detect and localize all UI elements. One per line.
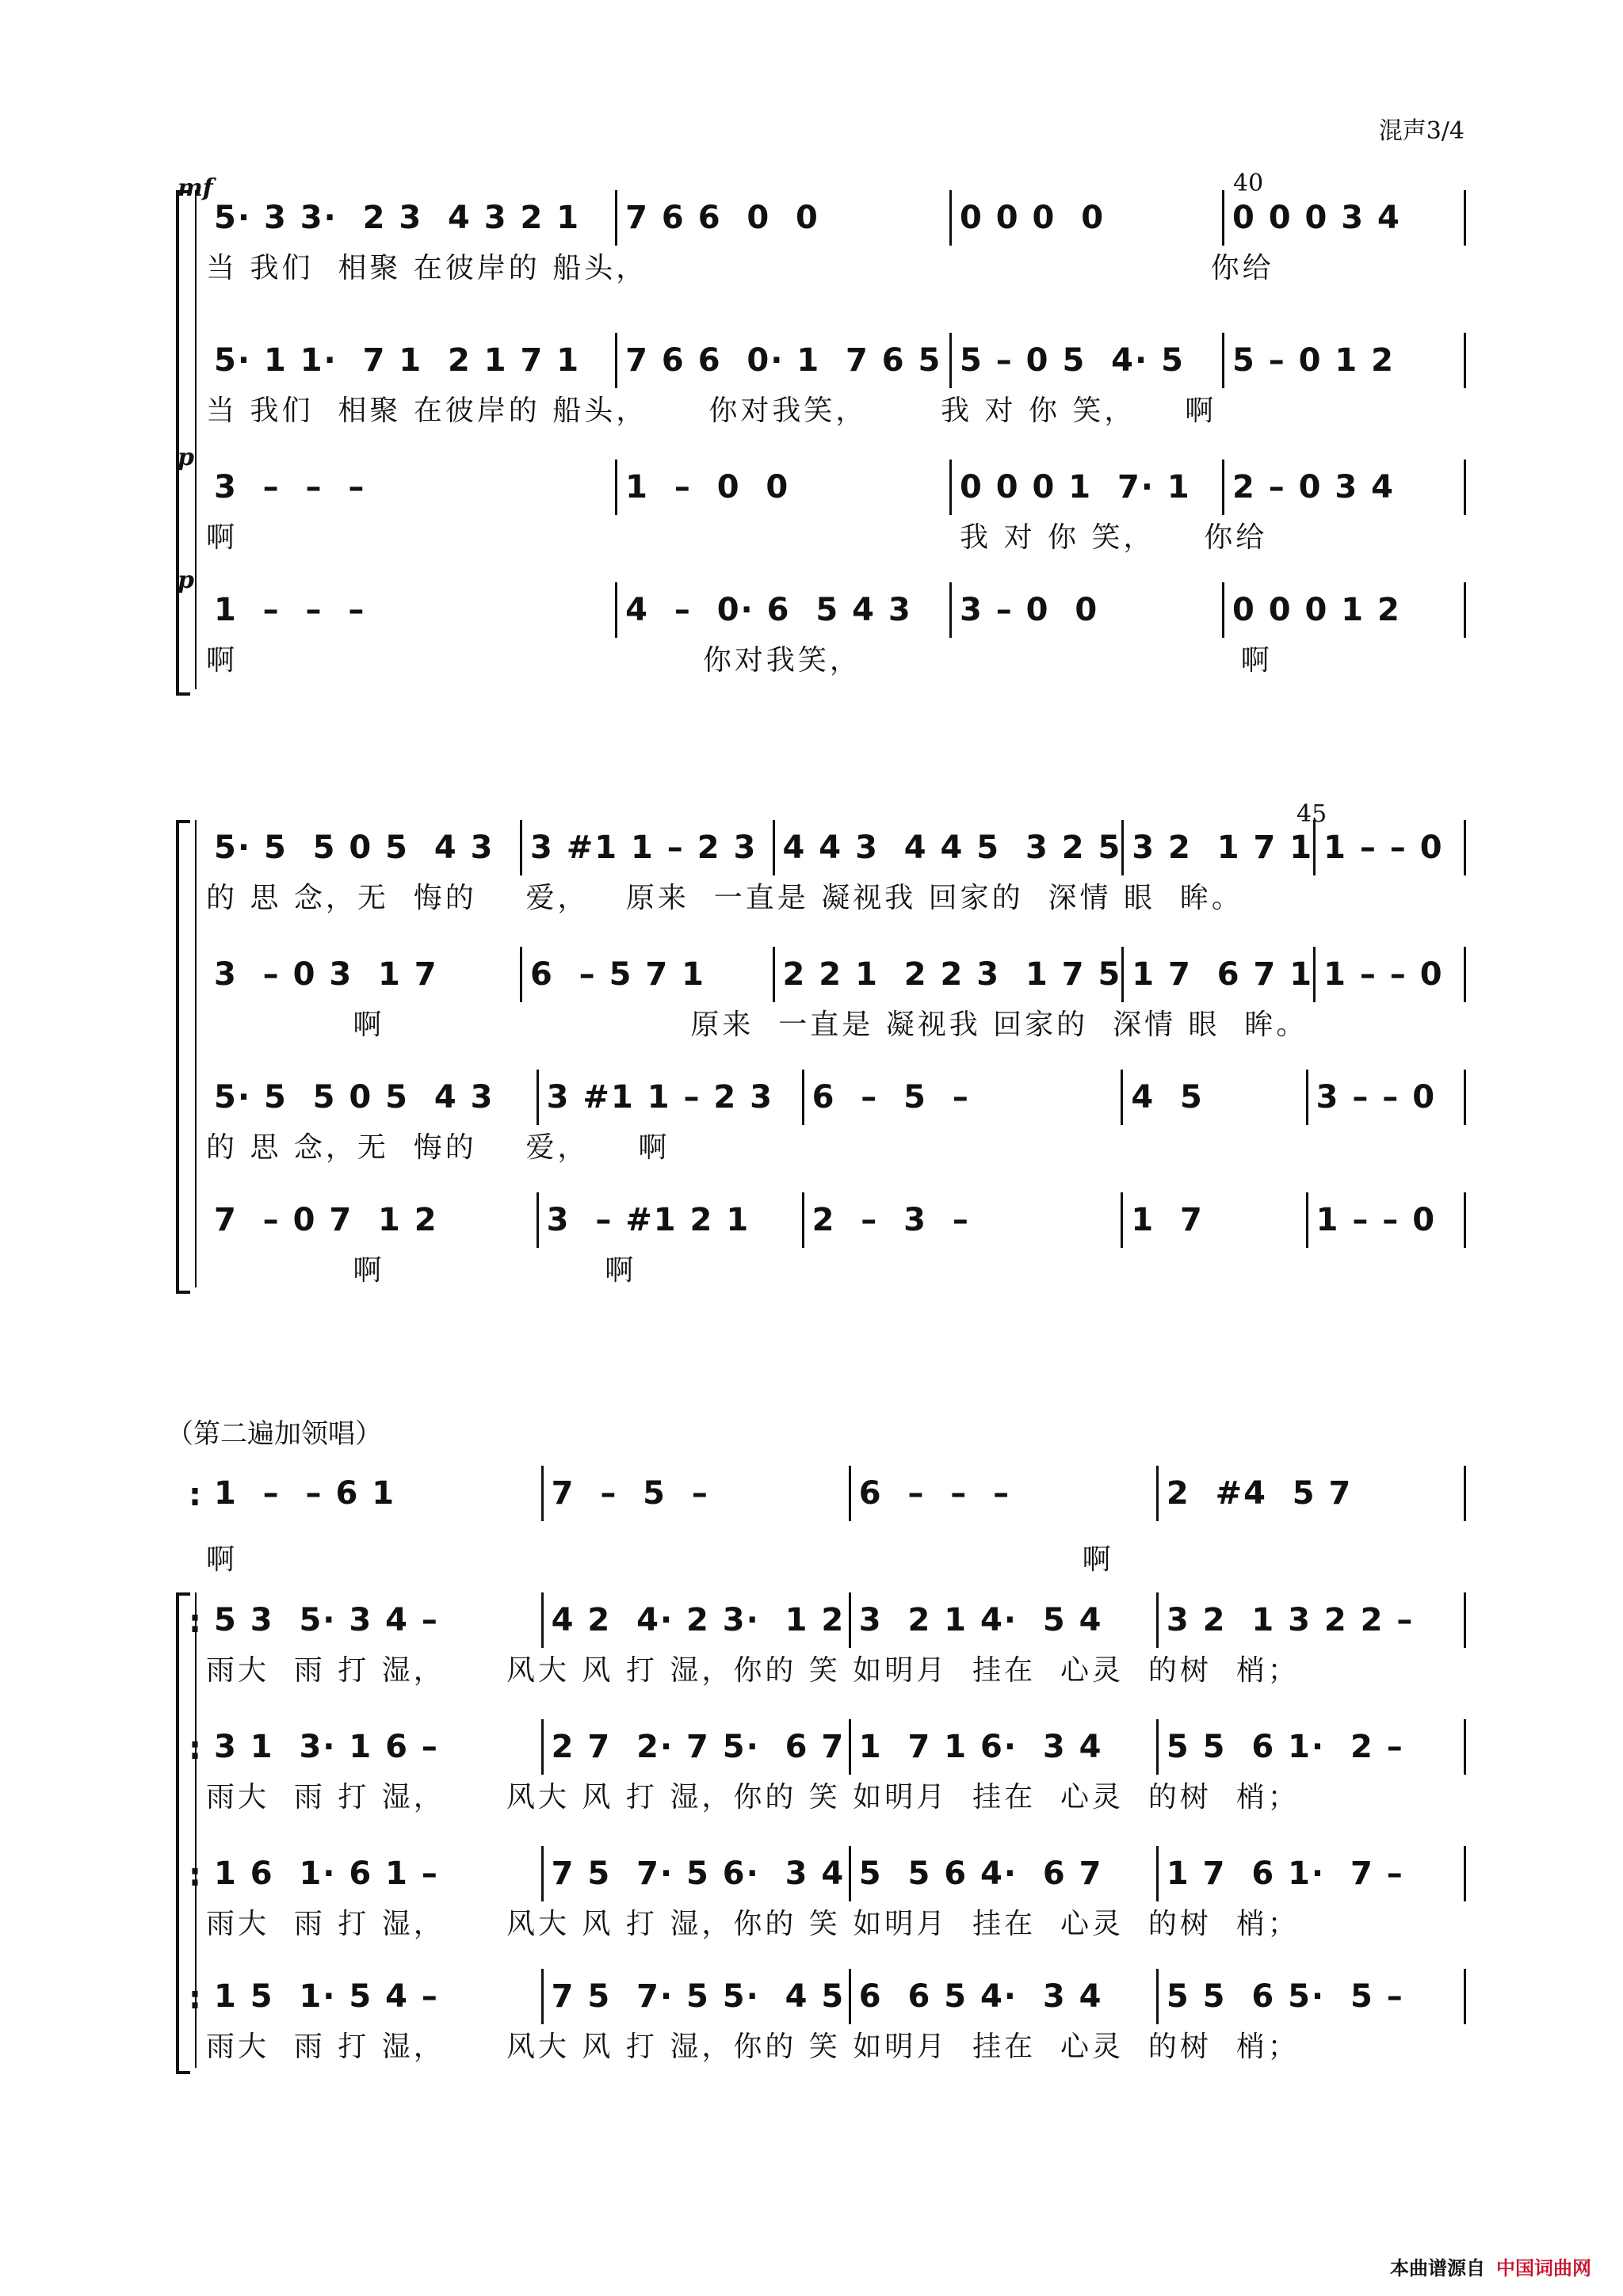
voice-staff-tenor [206, 1070, 1466, 1196]
repeat-sign: : [189, 1604, 201, 1640]
system-barline [195, 190, 197, 689]
voice-staff-tenor [178, 444, 1466, 586]
measure: 5 5 6 1· 2 – [1159, 1719, 1466, 1775]
voice-staff-bass [178, 566, 1466, 709]
measure: 2 2 1 2 2 3 1 7 5 [775, 947, 1125, 1002]
dynamic-mark: mf [178, 174, 213, 202]
lyrics-line: 当 我们 相聚 在彼岸的 船头， 你对我笑， 我 对 你 笑， 啊 [206, 395, 1217, 427]
voice-staff-soprano [189, 1592, 1466, 1719]
measure: 3 – – 0 [1308, 1070, 1466, 1125]
measure: 1 7 6 1· 7 – [1159, 1846, 1466, 1901]
repeat-sign: : [189, 1477, 201, 1513]
measure: 3 – 0 0 [952, 582, 1224, 638]
notation-row [206, 460, 1466, 515]
voice-staff-tenor [189, 1846, 1466, 1973]
measure: 1 – – 0 [1316, 947, 1466, 1002]
measure: 5 5 6 5· 5 – [1159, 1969, 1466, 2024]
measure: 1 – – 0 [1308, 1192, 1466, 1248]
measure: 3 – – – [206, 460, 617, 515]
notation-row [206, 1969, 1466, 2024]
system-bracket [176, 820, 190, 1294]
measure: 2 – 3 – [804, 1192, 1124, 1248]
measure: 3 1 3· 1 6 – [206, 1719, 544, 1775]
notation-row [206, 1070, 1466, 1125]
measure: 7 6 6 0 0 [617, 190, 952, 246]
measure: 7 – 0 7 1 2 [206, 1192, 539, 1248]
voice-staff-alto [189, 1719, 1466, 1846]
measure: 7 6 6 0· 1 7 6 5 [617, 333, 952, 388]
measure: 1 6 1· 6 1 – [206, 1846, 544, 1901]
page-label: 混声3/4 [1378, 117, 1465, 145]
measure: 0 0 0 1 2 [1224, 582, 1466, 638]
repeat-sign: : [189, 1730, 201, 1767]
lyrics-line: 雨大 雨 打 湿， 风大 风 打 湿，你的 笑 如明月 挂在 心灵 的树 梢； [206, 2031, 1300, 2063]
lyrics-line: 啊 你对我笑， 啊 [206, 644, 1273, 677]
measure: 7 5 7· 5 5· 4 5 [544, 1969, 851, 2024]
measure: 3 2 1 7 1 [1124, 820, 1316, 875]
voice-staff-soprano [206, 820, 1466, 947]
measure: 7 – 5 – [544, 1466, 851, 1521]
notation-row [206, 1466, 1466, 1521]
lyrics-line: 啊 啊 [206, 1254, 637, 1287]
measure: 1 – 0 0 [617, 460, 952, 515]
voice-staff-bass [189, 1969, 1466, 2096]
measure: 5 – 0 1 2 [1224, 333, 1466, 388]
measure: 0 0 0 0 [952, 190, 1224, 246]
footer-site-link[interactable]: 中国词曲网 [1496, 2257, 1591, 2279]
measure: 5· 5 5 0 5 4 3 [206, 1070, 539, 1125]
lyrics-line: 雨大 雨 打 湿， 风大 风 打 湿，你的 笑 如明月 挂在 心灵 的树 梢； [206, 1781, 1300, 1814]
notation-row [206, 947, 1466, 1002]
measure: 1 7 6 7 1 [1124, 947, 1316, 1002]
lyrics-line: 啊 我 对 你 笑， 你给 [206, 521, 1268, 554]
voice-staff-bass [206, 1192, 1466, 1319]
measure: 4 4 3 4 4 5 3 2 5 [775, 820, 1125, 875]
voice-staff-alto [206, 333, 1466, 460]
measure: 3 2 1 3 2 2 – [1159, 1592, 1466, 1648]
measure: 6 – 5 – [804, 1070, 1124, 1125]
measure: 2 #4 5 7 [1159, 1466, 1466, 1521]
notation-row [206, 582, 1466, 638]
lyrics-line: 雨大 雨 打 湿， 风大 风 打 湿，你的 笑 如明月 挂在 心灵 的树 梢； [206, 1908, 1300, 1940]
measure: 5· 3 3· 2 3 4 3 2 1 [206, 190, 617, 246]
measure: 5 3 5· 3 4 – [206, 1592, 544, 1648]
score-system-1 [158, 174, 1466, 697]
measure: 6 – 5 7 1 [522, 947, 775, 1002]
measure: 3 #1 1 – 2 3 [539, 1070, 804, 1125]
notation-row [206, 190, 1466, 246]
notation-row [206, 1846, 1466, 1901]
measure-number-40: 40 [1233, 170, 1264, 197]
lyrics-line: 啊 原来 一直是 凝视我 回家的 深情 眼 眸。 [206, 1009, 1308, 1041]
dynamic-mark: p [178, 444, 194, 471]
measure: 5 5 6 4· 6 7 [851, 1846, 1159, 1901]
lyrics-line: 雨大 雨 打 湿， 风大 风 打 湿，你的 笑 如明月 挂在 心灵 的树 梢； [206, 1654, 1300, 1687]
voice-staff-lead [189, 1466, 1466, 1592]
measure: 3 #1 1 – 2 3 [522, 820, 775, 875]
measure: 7 5 7· 5 6· 3 4 [544, 1846, 851, 1901]
footer-source-text: 本曲谱源自 [1390, 2257, 1485, 2279]
notation-row [206, 820, 1466, 875]
lyrics-line: 的 思 念，无 悔的 爱， 原来 一直是 凝视我 回家的 深情 眼 眸。 [206, 882, 1243, 914]
measure: 1 5 1· 5 4 – [206, 1969, 544, 2024]
dynamic-mark: p [178, 566, 194, 594]
measure: 1 – – 6 1 [206, 1466, 544, 1521]
repeat-sign: : [189, 1980, 201, 2016]
measure: 4 5 [1123, 1070, 1308, 1125]
measure: 3 – #1 2 1 [539, 1192, 804, 1248]
notation-row [206, 1592, 1466, 1648]
measure: 2 7 2· 7 5· 6 7 [544, 1719, 851, 1775]
measure: 0 0 0 3 4 [1224, 190, 1466, 246]
measure: 5 – 0 5 4· 5 [952, 333, 1224, 388]
measure: 6 – – – [851, 1466, 1159, 1521]
measure: 6 6 5 4· 3 4 [851, 1969, 1159, 2024]
notation-row [206, 1192, 1466, 1248]
repeat-sign: : [189, 1857, 201, 1894]
system-bracket [176, 190, 190, 696]
footer-credit [1390, 2252, 1591, 2280]
lyrics-line: 的 思 念，无 悔的 爱， 啊 [206, 1131, 670, 1164]
measure: 1 – – 0 [1316, 820, 1466, 875]
notation-row [206, 333, 1466, 388]
measure: 5· 5 5 0 5 4 3 [206, 820, 522, 875]
measure: 3 2 1 4· 5 4 [851, 1592, 1159, 1648]
measure: 1 7 [1123, 1192, 1308, 1248]
lyrics-line: 啊 啊 [206, 1543, 1114, 1576]
measure: 0 0 0 1 7· 1 [952, 460, 1224, 515]
measure: 1 7 1 6· 3 4 [851, 1719, 1159, 1775]
measure-number-45: 45 [1296, 800, 1327, 828]
section-label: （第二遍加领唱） [166, 1418, 382, 1450]
measure: 4 2 4· 2 3· 1 2 [544, 1592, 851, 1648]
score-system-3 [158, 1466, 1466, 2100]
measure: 5· 1 1· 7 1 2 1 7 1 [206, 333, 617, 388]
measure: 2 – 0 3 4 [1224, 460, 1466, 515]
voice-staff-alto [206, 947, 1466, 1074]
lyrics-line: 当 我们 相聚 在彼岸的 船头， 你给 [206, 252, 1274, 284]
system-barline [195, 820, 197, 1287]
measure: 3 – 0 3 1 7 [206, 947, 522, 1002]
notation-row [206, 1719, 1466, 1775]
measure: 1 – – – [206, 582, 617, 638]
score-system-2 [158, 820, 1466, 1327]
measure: 4 – 0· 6 5 4 3 [617, 582, 952, 638]
